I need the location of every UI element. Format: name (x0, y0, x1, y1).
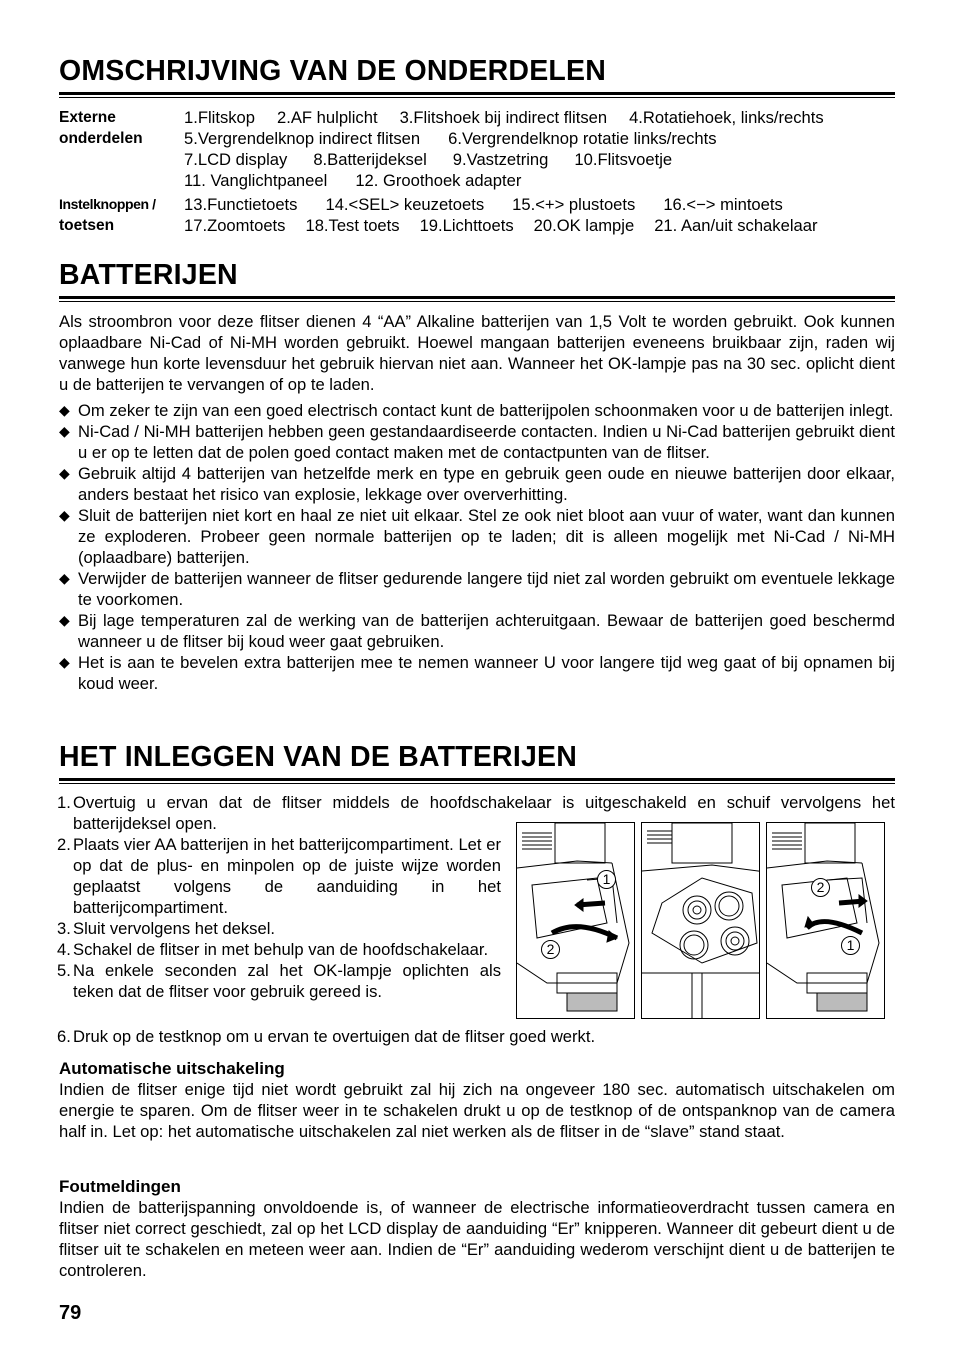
page-number: 79 (59, 1302, 82, 1324)
part-item: 2.AF hulplicht (277, 108, 378, 127)
batteries-body (59, 311, 895, 694)
figure-label-1: 1 (841, 936, 860, 955)
part-item: 17.Zoomtoets (184, 216, 286, 235)
section-title: OMSCHRIJVING VAN DE ONDERDELEN (59, 55, 607, 87)
part-item: 12. Groothoek adapter (355, 171, 522, 190)
diamond-bullet-icon: ◆ (59, 507, 70, 523)
divider (59, 296, 895, 299)
divider (59, 783, 895, 784)
figure-label-2: 2 (811, 878, 830, 897)
figure-close-cover (766, 822, 885, 1019)
item-text: Ni-Cad / Ni-MH batterijen hebben geen gestandaardiseerde contacten. Indien u Ni-Cad batterijen gebruikt dient u er op te letten dat de polen goed contact maken met de contactpunten van de flitser. (78, 422, 895, 462)
part-item: 4.Rotatiehoek, links/rechts (629, 108, 824, 127)
step-item (59, 1026, 895, 1047)
item-text: Sluit de batterijen niet kort en haal ze niet uit elkaar. Stel ze ook niet bloot aan vuur of water, want dan kunnen ze exploderen. Probeer geen normale batterijen op te laden; dit is alleen mogelijk met Ni-Cad / Ni-MH (oplaadbare) batterijen. (78, 506, 895, 567)
step-number: 3. (57, 919, 71, 938)
diamond-bullet-icon: ◆ (59, 612, 70, 628)
step-item (59, 939, 501, 960)
part-item: 14.<SEL> keuzetoets (325, 195, 485, 214)
part-item: 21. Aan/uit schakelaar (654, 216, 818, 235)
part-item: 9.Vastzetring (452, 150, 549, 169)
step-number: 6. (57, 1027, 71, 1046)
section-parts (59, 54, 895, 98)
divider (59, 97, 895, 98)
figure-label-2: 2 (541, 940, 560, 959)
item-text: Verwijder de batterijen wanneer de flitser gedurende langere tijd niet zal worden gebruikt om eventuele lekkage te voorkomen. (78, 569, 895, 609)
figure-open-cover (516, 822, 635, 1019)
diamond-bullet-icon: ◆ (59, 465, 70, 481)
parts-list (59, 107, 895, 236)
step-item (59, 960, 501, 1002)
step-number: 4. (57, 940, 71, 959)
parts-items (184, 194, 895, 236)
diamond-bullet-icon: ◆ (59, 402, 70, 418)
item-text: Overtuig u ervan dat de flitser middels de hoofdschakelaar is uitgeschakeld en schuif vervolgens het batterijdeksel open. (73, 793, 895, 833)
battery-figures (516, 822, 885, 1019)
subsection-title: Foutmeldingen (59, 1177, 181, 1196)
part-item: 10.Flitsvoetje (574, 150, 673, 169)
bullet-item (59, 652, 895, 694)
diamond-bullet-icon: ◆ (59, 423, 70, 439)
figure-label-1: 1 (597, 870, 616, 889)
item-text: Het is aan te bevelen extra batterijen mee te nemen wanneer U voor langere tijd weg gaat of bij opnamen bij koud weer. (78, 653, 895, 693)
errors-paragraph: Indien de batterijspanning onvoldoende is, of wanneer de electrische informatieoverdracht tussen camera en flitser niet correct geschiedt, zal op het LCD display de aanduiding “Er” knipperen. Wanneer dit gebeurt dient u de flitser uit te schakelen en meteen weer aan. Indien de “Er” aanduiding wederom verschijnt dient u de batterijen te controleren. (59, 1198, 895, 1280)
item-text: Schakel de flitser in met behulp van de hoofdschakelaar. (73, 940, 489, 959)
item-text: Gebruik altijd 4 batterijen van hetzelfde merk en type en gebruik geen oude en nieuwe batterijen door elkaar, anders bestaat het risico van explosie, lekkage over oververhitting. (78, 464, 895, 504)
parts-group-external: Externe onderdelen 1.Flitskop 2.AF hulplicht 3.Flitshoek bij indirect flitsen 4.Rotatiehoek, links/rechts 5.Vergrendelknop indirect flitsen 6.Vergrendelknop rotatie links/rechts 7.LCD display 8.Batterijdeksel 9.Vastzetring 10.Flitsvoetje 11. Vanglichtpaneel 12. Groothoek adapter (59, 107, 895, 191)
section-inserting (59, 740, 895, 784)
section-title: HET INLEGGEN VAN DE BATTERIJEN (59, 741, 577, 773)
part-item: 16.<−> mintoets (663, 195, 783, 214)
item-text: Plaats vier AA batterijen in het batterijcompartiment. Let er op dat de plus- en minpolen op de juiste wijze worden geplaatst volgens de aanduiding in het batterijcompartiment. (73, 835, 501, 917)
section-title: BATTERIJEN (59, 259, 238, 291)
item-text: Na enkele seconden zal het OK-lampje oplichten als teken dat de flitser voor gebruik gereed is. (73, 961, 501, 1001)
divider (59, 301, 895, 302)
step-number: 1. (57, 793, 71, 812)
part-item: 7.LCD display (184, 150, 288, 169)
item-text: Om zeker te zijn van een goed electrisch contact kunt de batterijpolen schoonmaken voor u de batterijen inlegt. (78, 401, 894, 420)
auto-off-section (59, 1058, 895, 1142)
divider (59, 92, 895, 95)
parts-items (184, 107, 895, 191)
part-item: 20.OK lampje (533, 216, 635, 235)
divider (59, 778, 895, 781)
bullet-item (59, 568, 895, 610)
item-text: Druk op de testknop om u ervan te overtuigen dat de flitser goed werkt. (73, 1027, 596, 1046)
part-item: 18.Test toets (305, 216, 400, 235)
bullet-item (59, 421, 895, 463)
bullet-item (59, 505, 895, 568)
item-text: Sluit vervolgens het deksel. (73, 919, 276, 938)
step-number: 2. (57, 835, 71, 854)
part-item: 5.Vergrendelknop indirect flitsen (184, 129, 421, 148)
bullet-item (59, 400, 895, 421)
parts-group-controls: Instelknoppen / toetsen 13.Functietoets 14.<SEL> keuzetoets 15.<+> plustoets 16.<−> mintoets 17.Zoomtoets 18.Test toets 19.Lichttoets 20.OK lampje 21. Aan/uit schakelaar (59, 194, 895, 236)
part-item: 11. Vanglichtpaneel (184, 171, 328, 190)
part-item: 15.<+> plustoets (512, 195, 636, 214)
part-item: 3.Flitshoek bij indirect flitsen (399, 108, 608, 127)
bullet-item (59, 610, 895, 652)
step-item (59, 834, 501, 918)
intro-paragraph: Als stroombron voor deze flitser dienen 4 “AA” Alkaline batterijen van 1,5 Volt te worden gebruikt. Ook kunnen oplaadbare Ni-Cad of Ni-MH worden gebruikt. Hoewel mangaan batterijen eveneens bruikbaar zijn, raden wij vanwege hun korte levensduur het gebruik hiervan niet aan. Wanneer het OK-lampje pas na 30 sec. oplicht dient u de batterijen te vervangen of op te laden. (59, 312, 895, 394)
part-item: 8.Batterijdeksel (313, 150, 427, 169)
part-item: 19.Lichttoets (419, 216, 514, 235)
step-item (59, 918, 501, 939)
figure-batteries (641, 822, 760, 1019)
step-number: 5. (57, 961, 71, 980)
bullet-item (59, 463, 895, 505)
auto-off-paragraph: Indien de flitser enige tijd niet wordt gebruikt zal hij zich na ongeveer 180 sec. automatisch uitschakelen om energie te sparen. Om de flitser weer in te schakelen drukt u op de testknop of de ontspanknop van de camera half in. Let op: het automatische uitschakelen zal niet werken als de flitser in de “slave” stand staat. (59, 1080, 895, 1141)
section-batteries (59, 258, 895, 302)
part-item: 1.Flitskop (184, 108, 256, 127)
diamond-bullet-icon: ◆ (59, 570, 70, 586)
errors-section (59, 1176, 895, 1281)
item-text: Bij lage temperaturen zal de werking van de batterijen achteruitgaan. Bewaar de batterijen goed beschermd wanneer u de flitser bij koud weer gaat gebruiken. (78, 611, 895, 651)
part-item: 6.Vergrendelknop rotatie links/rechts (448, 129, 717, 148)
part-item: 13.Functietoets (184, 195, 298, 214)
subsection-title: Automatische uitschakeling (59, 1059, 285, 1078)
diamond-bullet-icon: ◆ (59, 654, 70, 670)
